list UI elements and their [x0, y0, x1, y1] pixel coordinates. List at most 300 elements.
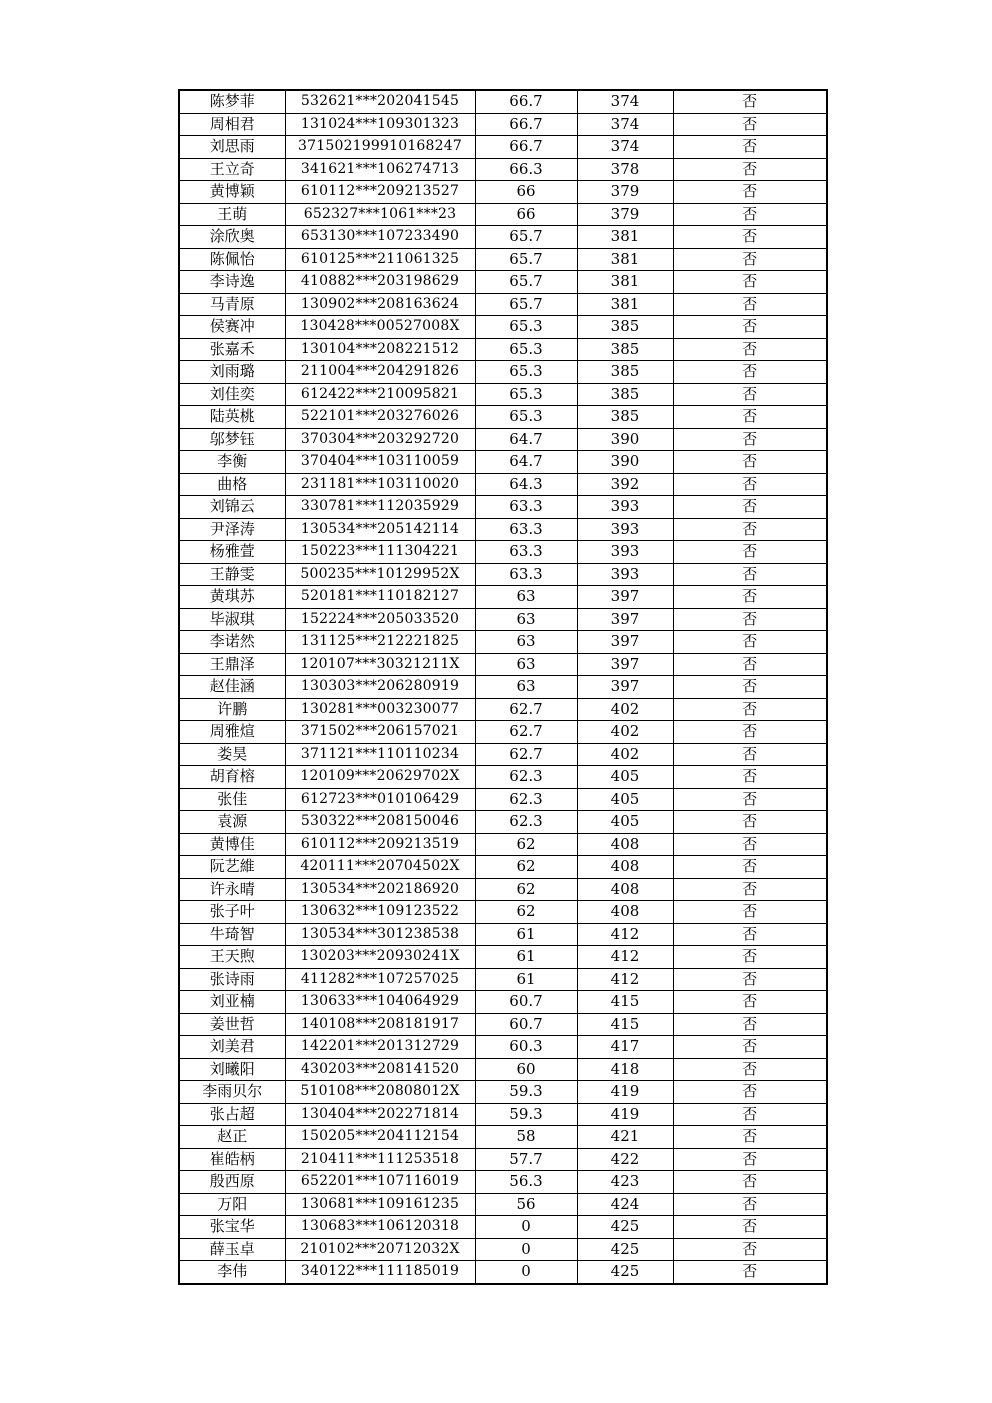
- score-cell: 62.3: [475, 811, 577, 834]
- id-number-cell: 210411***111253518: [285, 1148, 475, 1171]
- id-number-cell: 130404***202271814: [285, 1103, 475, 1126]
- table-row: [179, 608, 827, 631]
- status-cell: 否: [673, 113, 827, 136]
- score-cell: 66.7: [475, 136, 577, 159]
- rank-cell: 408: [577, 901, 673, 924]
- status-cell: 否: [673, 698, 827, 721]
- table-row: [179, 788, 827, 811]
- score-cell: 61: [475, 946, 577, 969]
- rank-cell: 381: [577, 248, 673, 271]
- score-cell: 61: [475, 923, 577, 946]
- score-cell: 64.7: [475, 428, 577, 451]
- rank-cell: 402: [577, 698, 673, 721]
- id-number-cell: 341621***106274713: [285, 158, 475, 181]
- status-cell: 否: [673, 1103, 827, 1126]
- name-cell: 刘思雨: [179, 136, 285, 159]
- name-cell: 袁源: [179, 811, 285, 834]
- table-row: [179, 496, 827, 519]
- status-cell: 否: [673, 293, 827, 316]
- name-cell: 殷西原: [179, 1171, 285, 1194]
- rank-cell: 408: [577, 878, 673, 901]
- score-cell: 62.3: [475, 766, 577, 789]
- name-cell: 陈佩怡: [179, 248, 285, 271]
- id-number-cell: 150205***204112154: [285, 1126, 475, 1149]
- score-cell: 56.3: [475, 1171, 577, 1194]
- id-number-cell: 142201***201312729: [285, 1036, 475, 1059]
- score-cell: 66: [475, 203, 577, 226]
- name-cell: 张嘉禾: [179, 338, 285, 361]
- table-row: [179, 181, 827, 204]
- table-row: [179, 1103, 827, 1126]
- id-number-cell: 130534***301238538: [285, 923, 475, 946]
- status-cell: 否: [673, 901, 827, 924]
- id-number-cell: 130633***104064929: [285, 991, 475, 1014]
- status-cell: 否: [673, 968, 827, 991]
- rank-cell: 425: [577, 1261, 673, 1284]
- table-row: [179, 90, 827, 113]
- table-row: [179, 113, 827, 136]
- table-row: [179, 1126, 827, 1149]
- id-number-cell: 152224***205033520: [285, 608, 475, 631]
- id-number-cell: 532621***202041545: [285, 90, 475, 113]
- rank-cell: 412: [577, 946, 673, 969]
- name-cell: 周雅煊: [179, 721, 285, 744]
- rank-cell: 425: [577, 1216, 673, 1239]
- score-cell: 0: [475, 1216, 577, 1239]
- status-cell: 否: [673, 586, 827, 609]
- rank-cell: 378: [577, 158, 673, 181]
- table-row: [179, 721, 827, 744]
- name-cell: 周相君: [179, 113, 285, 136]
- table-row: [179, 878, 827, 901]
- score-cell: 63.3: [475, 563, 577, 586]
- rank-cell: 379: [577, 203, 673, 226]
- score-cell: 60: [475, 1058, 577, 1081]
- status-cell: 否: [673, 158, 827, 181]
- id-number-cell: 420111***20704502X: [285, 856, 475, 879]
- status-cell: 否: [673, 766, 827, 789]
- name-cell: 许鹏: [179, 698, 285, 721]
- score-cell: 63.3: [475, 518, 577, 541]
- status-cell: 否: [673, 991, 827, 1014]
- status-cell: 否: [673, 136, 827, 159]
- status-cell: 否: [673, 473, 827, 496]
- table-row: [179, 1171, 827, 1194]
- table-row: [179, 1058, 827, 1081]
- status-cell: 否: [673, 361, 827, 384]
- table-row: [179, 923, 827, 946]
- status-cell: 否: [673, 226, 827, 249]
- id-number-cell: 330781***112035929: [285, 496, 475, 519]
- id-number-cell: 371502***206157021: [285, 721, 475, 744]
- rank-cell: 390: [577, 451, 673, 474]
- status-cell: 否: [673, 1261, 827, 1284]
- score-cell: 62: [475, 856, 577, 879]
- name-cell: 姜世哲: [179, 1013, 285, 1036]
- score-cell: 63: [475, 631, 577, 654]
- status-cell: 否: [673, 1216, 827, 1239]
- rank-cell: 402: [577, 743, 673, 766]
- status-cell: 否: [673, 316, 827, 339]
- score-cell: 62.7: [475, 698, 577, 721]
- id-number-cell: 510108***20808012X: [285, 1081, 475, 1104]
- table-row: [179, 991, 827, 1014]
- status-cell: 否: [673, 1148, 827, 1171]
- name-cell: 王天煦: [179, 946, 285, 969]
- id-number-cell: 140108***208181917: [285, 1013, 475, 1036]
- rank-cell: 415: [577, 1013, 673, 1036]
- rank-cell: 381: [577, 293, 673, 316]
- score-cell: 63: [475, 653, 577, 676]
- table-row: [179, 541, 827, 564]
- name-cell: 张诗雨: [179, 968, 285, 991]
- score-cell: 60.7: [475, 991, 577, 1014]
- score-cell: 63: [475, 608, 577, 631]
- table-row: [179, 383, 827, 406]
- rank-cell: 405: [577, 811, 673, 834]
- score-cell: 65.3: [475, 338, 577, 361]
- score-cell: 65.7: [475, 271, 577, 294]
- table-row: [179, 676, 827, 699]
- rank-cell: 425: [577, 1238, 673, 1261]
- status-cell: 否: [673, 518, 827, 541]
- name-cell: 王静雯: [179, 563, 285, 586]
- score-cell: 65.3: [475, 361, 577, 384]
- rank-cell: 392: [577, 473, 673, 496]
- score-cell: 0: [475, 1238, 577, 1261]
- status-cell: 否: [673, 1171, 827, 1194]
- status-cell: 否: [673, 833, 827, 856]
- status-cell: 否: [673, 271, 827, 294]
- table-row: [179, 338, 827, 361]
- score-cell: 62.7: [475, 743, 577, 766]
- status-cell: 否: [673, 563, 827, 586]
- id-number-cell: 652201***107116019: [285, 1171, 475, 1194]
- score-cell: 63: [475, 676, 577, 699]
- name-cell: 李衡: [179, 451, 285, 474]
- name-cell: 万阳: [179, 1193, 285, 1216]
- name-cell: 黄博佳: [179, 833, 285, 856]
- id-number-cell: 150223***111304221: [285, 541, 475, 564]
- table-row: [179, 1148, 827, 1171]
- table-row: [179, 563, 827, 586]
- table-row: [179, 811, 827, 834]
- rank-cell: 423: [577, 1171, 673, 1194]
- name-cell: 刘亚楠: [179, 991, 285, 1014]
- score-cell: 65.3: [475, 406, 577, 429]
- status-cell: 否: [673, 631, 827, 654]
- name-cell: 王立奇: [179, 158, 285, 181]
- id-number-cell: 652327***1061***23: [285, 203, 475, 226]
- name-cell: 阮艺維: [179, 856, 285, 879]
- rank-cell: 424: [577, 1193, 673, 1216]
- name-cell: 牛琦智: [179, 923, 285, 946]
- rank-cell: 397: [577, 631, 673, 654]
- score-cell: 62.3: [475, 788, 577, 811]
- name-cell: 刘曦阳: [179, 1058, 285, 1081]
- score-cell: 57.7: [475, 1148, 577, 1171]
- id-number-cell: 430203***208141520: [285, 1058, 475, 1081]
- id-number-cell: 520181***110182127: [285, 586, 475, 609]
- score-cell: 62: [475, 878, 577, 901]
- score-cell: 59.3: [475, 1081, 577, 1104]
- id-number-cell: 130632***109123522: [285, 901, 475, 924]
- score-cell: 63.3: [475, 496, 577, 519]
- status-cell: 否: [673, 248, 827, 271]
- table-row: [179, 1193, 827, 1216]
- rank-cell: 393: [577, 518, 673, 541]
- id-number-cell: 371121***110110234: [285, 743, 475, 766]
- id-number-cell: 210102***20712032X: [285, 1238, 475, 1261]
- rank-cell: 385: [577, 406, 673, 429]
- rank-cell: 390: [577, 428, 673, 451]
- id-number-cell: 130902***208163624: [285, 293, 475, 316]
- status-cell: 否: [673, 856, 827, 879]
- status-cell: 否: [673, 90, 827, 113]
- status-cell: 否: [673, 1126, 827, 1149]
- id-number-cell: 130104***208221512: [285, 338, 475, 361]
- status-cell: 否: [673, 721, 827, 744]
- name-cell: 刘锦云: [179, 496, 285, 519]
- name-cell: 杨雅萱: [179, 541, 285, 564]
- table-row: [179, 451, 827, 474]
- name-cell: 薛玉卓: [179, 1238, 285, 1261]
- name-cell: 马青原: [179, 293, 285, 316]
- table-row: [179, 158, 827, 181]
- table-row: [179, 271, 827, 294]
- score-cell: 59.3: [475, 1103, 577, 1126]
- id-number-cell: 120107***30321211X: [285, 653, 475, 676]
- rank-cell: 374: [577, 136, 673, 159]
- score-cell: 60.3: [475, 1036, 577, 1059]
- table-row: [179, 968, 827, 991]
- id-number-cell: 130428***00527008X: [285, 316, 475, 339]
- rank-cell: 385: [577, 316, 673, 339]
- name-cell: 曲格: [179, 473, 285, 496]
- name-cell: 张占超: [179, 1103, 285, 1126]
- name-cell: 王萌: [179, 203, 285, 226]
- id-number-cell: 371502199910168247: [285, 136, 475, 159]
- results-table: [178, 89, 828, 1285]
- id-number-cell: 411282***107257025: [285, 968, 475, 991]
- rank-cell: 412: [577, 923, 673, 946]
- table-row: [179, 248, 827, 271]
- name-cell: 毕淑琪: [179, 608, 285, 631]
- id-number-cell: 610112***209213527: [285, 181, 475, 204]
- rank-cell: 374: [577, 90, 673, 113]
- name-cell: 张宝华: [179, 1216, 285, 1239]
- id-number-cell: 612422***210095821: [285, 383, 475, 406]
- table-row: [179, 901, 827, 924]
- name-cell: 刘佳奕: [179, 383, 285, 406]
- id-number-cell: 500235***10129952X: [285, 563, 475, 586]
- status-cell: 否: [673, 451, 827, 474]
- rank-cell: 418: [577, 1058, 673, 1081]
- status-cell: 否: [673, 496, 827, 519]
- score-cell: 56: [475, 1193, 577, 1216]
- score-cell: 65.7: [475, 226, 577, 249]
- id-number-cell: 530322***208150046: [285, 811, 475, 834]
- name-cell: 张佳: [179, 788, 285, 811]
- name-cell: 刘雨璐: [179, 361, 285, 384]
- table-row: [179, 698, 827, 721]
- table-row: [179, 226, 827, 249]
- rank-cell: 381: [577, 226, 673, 249]
- rank-cell: 422: [577, 1148, 673, 1171]
- score-cell: 62.7: [475, 721, 577, 744]
- rank-cell: 397: [577, 653, 673, 676]
- name-cell: 陈梦菲: [179, 90, 285, 113]
- score-cell: 65.7: [475, 293, 577, 316]
- score-cell: 0: [475, 1261, 577, 1284]
- status-cell: 否: [673, 923, 827, 946]
- rank-cell: 405: [577, 766, 673, 789]
- id-number-cell: 370404***103110059: [285, 451, 475, 474]
- table-row: [179, 833, 827, 856]
- score-cell: 66.7: [475, 113, 577, 136]
- table-row: [179, 631, 827, 654]
- status-cell: 否: [673, 1058, 827, 1081]
- rank-cell: 397: [577, 608, 673, 631]
- table-row: [179, 856, 827, 879]
- table-row: [179, 428, 827, 451]
- name-cell: 涂欣奥: [179, 226, 285, 249]
- id-number-cell: 131125***212221825: [285, 631, 475, 654]
- score-cell: 60.7: [475, 1013, 577, 1036]
- name-cell: 李伟: [179, 1261, 285, 1284]
- table-row: [179, 946, 827, 969]
- table-row: [179, 136, 827, 159]
- name-cell: 赵佳涵: [179, 676, 285, 699]
- table-row: [179, 361, 827, 384]
- name-cell: 李诺然: [179, 631, 285, 654]
- status-cell: 否: [673, 428, 827, 451]
- table-row: [179, 1216, 827, 1239]
- rank-cell: 385: [577, 361, 673, 384]
- name-cell: 张子叶: [179, 901, 285, 924]
- id-number-cell: 130203***20930241X: [285, 946, 475, 969]
- name-cell: 崔皓柄: [179, 1148, 285, 1171]
- score-cell: 58: [475, 1126, 577, 1149]
- id-number-cell: 610125***211061325: [285, 248, 475, 271]
- id-number-cell: 130303***206280919: [285, 676, 475, 699]
- status-cell: 否: [673, 653, 827, 676]
- rank-cell: 381: [577, 271, 673, 294]
- score-cell: 66: [475, 181, 577, 204]
- rank-cell: 419: [577, 1103, 673, 1126]
- rank-cell: 419: [577, 1081, 673, 1104]
- table-row: [179, 743, 827, 766]
- id-number-cell: 130281***003230077: [285, 698, 475, 721]
- status-cell: 否: [673, 338, 827, 361]
- id-number-cell: 610112***209213519: [285, 833, 475, 856]
- name-cell: 李诗逸: [179, 271, 285, 294]
- name-cell: 刘美君: [179, 1036, 285, 1059]
- name-cell: 赵正: [179, 1126, 285, 1149]
- score-cell: 66.3: [475, 158, 577, 181]
- rank-cell: 415: [577, 991, 673, 1014]
- table-row: [179, 1036, 827, 1059]
- score-cell: 61: [475, 968, 577, 991]
- score-cell: 65.3: [475, 316, 577, 339]
- id-number-cell: 211004***204291826: [285, 361, 475, 384]
- status-cell: 否: [673, 878, 827, 901]
- status-cell: 否: [673, 788, 827, 811]
- name-cell: 胡育榕: [179, 766, 285, 789]
- name-cell: 尹泽涛: [179, 518, 285, 541]
- status-cell: 否: [673, 406, 827, 429]
- rank-cell: 397: [577, 676, 673, 699]
- status-cell: 否: [673, 1013, 827, 1036]
- table-row: [179, 316, 827, 339]
- id-number-cell: 410882***203198629: [285, 271, 475, 294]
- status-cell: 否: [673, 743, 827, 766]
- name-cell: 侯赛冲: [179, 316, 285, 339]
- status-cell: 否: [673, 203, 827, 226]
- rank-cell: 412: [577, 968, 673, 991]
- score-cell: 63.3: [475, 541, 577, 564]
- table-row: [179, 518, 827, 541]
- rank-cell: 402: [577, 721, 673, 744]
- status-cell: 否: [673, 1238, 827, 1261]
- rank-cell: 379: [577, 181, 673, 204]
- table-row: [179, 586, 827, 609]
- table-row: [179, 1081, 827, 1104]
- results-table-body: [179, 90, 827, 1284]
- table-row: [179, 1013, 827, 1036]
- score-cell: 65.3: [475, 383, 577, 406]
- rank-cell: 408: [577, 856, 673, 879]
- rank-cell: 421: [577, 1126, 673, 1149]
- status-cell: 否: [673, 1081, 827, 1104]
- rank-cell: 397: [577, 586, 673, 609]
- status-cell: 否: [673, 1036, 827, 1059]
- id-number-cell: 612723***010106429: [285, 788, 475, 811]
- name-cell: 娄昊: [179, 743, 285, 766]
- id-number-cell: 130534***205142114: [285, 518, 475, 541]
- status-cell: 否: [673, 541, 827, 564]
- table-row: [179, 473, 827, 496]
- name-cell: 王鼎泽: [179, 653, 285, 676]
- table-row: [179, 293, 827, 316]
- rank-cell: 417: [577, 1036, 673, 1059]
- status-cell: 否: [673, 676, 827, 699]
- status-cell: 否: [673, 946, 827, 969]
- table-row: [179, 653, 827, 676]
- name-cell: 陆英桃: [179, 406, 285, 429]
- rank-cell: 385: [577, 338, 673, 361]
- status-cell: 否: [673, 181, 827, 204]
- table-row: [179, 406, 827, 429]
- id-number-cell: 130683***106120318: [285, 1216, 475, 1239]
- status-cell: 否: [673, 383, 827, 406]
- name-cell: 黄琪苏: [179, 586, 285, 609]
- id-number-cell: 131024***109301323: [285, 113, 475, 136]
- rank-cell: 393: [577, 563, 673, 586]
- name-cell: 许永晴: [179, 878, 285, 901]
- score-cell: 62: [475, 901, 577, 924]
- score-cell: 62: [475, 833, 577, 856]
- id-number-cell: 522101***203276026: [285, 406, 475, 429]
- status-cell: 否: [673, 811, 827, 834]
- id-number-cell: 370304***203292720: [285, 428, 475, 451]
- score-cell: 64.3: [475, 473, 577, 496]
- rank-cell: 393: [577, 496, 673, 519]
- name-cell: 黄博颖: [179, 181, 285, 204]
- name-cell: 李雨贝尔: [179, 1081, 285, 1104]
- id-number-cell: 653130***107233490: [285, 226, 475, 249]
- status-cell: 否: [673, 608, 827, 631]
